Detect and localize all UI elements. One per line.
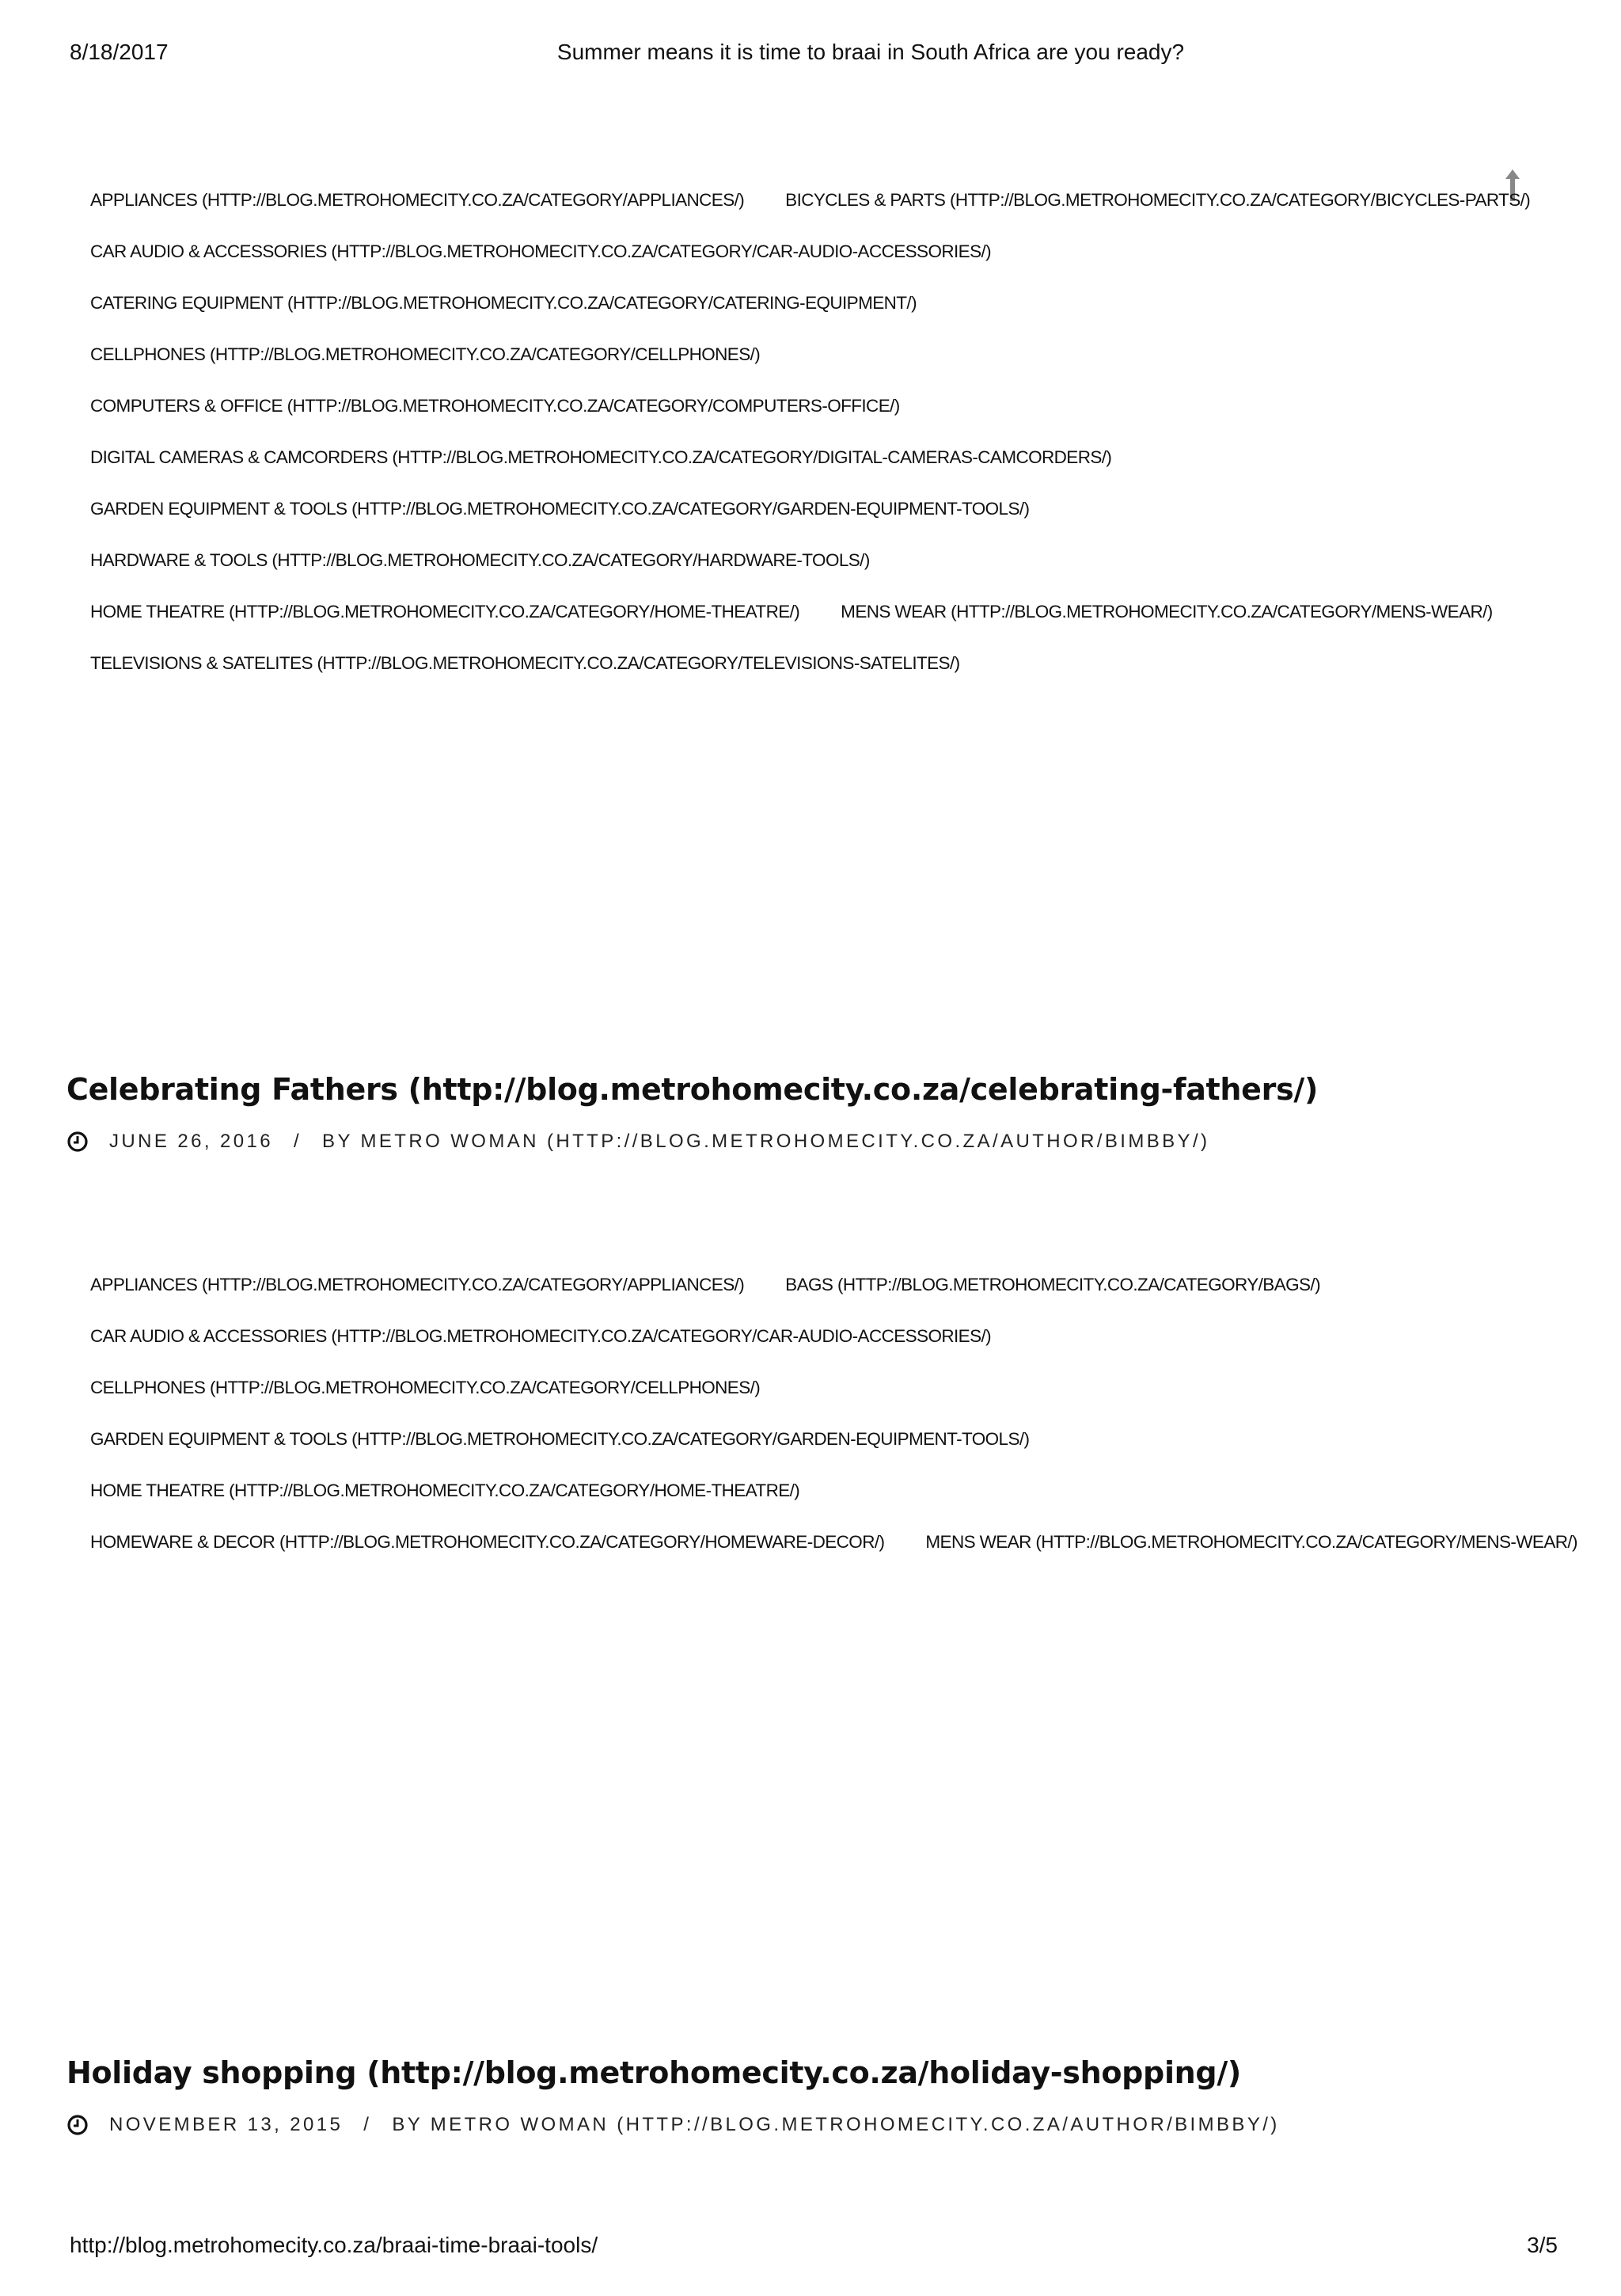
category-link[interactable]: GARDEN EQUIPMENT & TOOLS (HTTP://BLOG.METROHOMECITY.CO.ZA/CATEGORY/GARDEN-EQUIPMENT-TOOLS/) bbox=[90, 499, 1030, 519]
category-row bbox=[90, 291, 1578, 343]
category-link[interactable]: CAR AUDIO & ACCESSORIES (HTTP://BLOG.METROHOMECITY.CO.ZA/CATEGORY/CAR-AUDIO-ACCESSORIES/) bbox=[90, 1326, 992, 1346]
category-row bbox=[90, 549, 1578, 600]
category-link[interactable]: CAR AUDIO & ACCESSORIES (HTTP://BLOG.METROHOMECITY.CO.ZA/CATEGORY/CAR-AUDIO-ACCESSORIES/) bbox=[90, 241, 992, 261]
post-categories bbox=[90, 1273, 1578, 1582]
category-link[interactable]: BAGS (HTTP://BLOG.METROHOMECITY.CO.ZA/CATEGORY/BAGS/) bbox=[785, 1275, 1320, 1294]
category-row bbox=[90, 1479, 1578, 1530]
post-author-link[interactable]: BY METRO WOMAN (HTTP://BLOG.METROHOMECITY.CO.ZA/AUTHOR/BIMBBY/) bbox=[322, 1131, 1210, 1152]
category-row bbox=[90, 188, 1578, 240]
category-link[interactable]: COMPUTERS & OFFICE (HTTP://BLOG.METROHOMECITY.CO.ZA/CATEGORY/COMPUTERS-OFFICE/) bbox=[90, 396, 900, 416]
category-link[interactable]: APPLIANCES (HTTP://BLOG.METROHOMECITY.CO.ZA/CATEGORY/APPLIANCES/) bbox=[90, 190, 745, 210]
category-link[interactable]: CATERING EQUIPMENT (HTTP://BLOG.METROHOMECITY.CO.ZA/CATEGORY/CATERING-EQUIPMENT/) bbox=[90, 293, 917, 313]
print-title: Summer means it is time to braai in South Africa are you ready? bbox=[556, 40, 1185, 64]
print-url: http://blog.metrohomecity.co.za/braai-time-braai-tools/ bbox=[70, 2233, 598, 2257]
post-author-link[interactable]: BY METRO WOMAN (HTTP://BLOG.METROHOMECITY.CO.ZA/AUTHOR/BIMBBY/) bbox=[392, 2114, 1280, 2135]
category-row bbox=[90, 497, 1578, 549]
post-categories bbox=[90, 188, 1578, 703]
category-link[interactable]: CELLPHONES (HTTP://BLOG.METROHOMECITY.CO.ZA/CATEGORY/CELLPHONES/) bbox=[90, 344, 761, 364]
post-meta bbox=[66, 1127, 1570, 1156]
category-link[interactable]: HARDWARE & TOOLS (HTTP://BLOG.METROHOMECITY.CO.ZA/CATEGORY/HARDWARE-TOOLS/) bbox=[90, 550, 870, 570]
category-link[interactable]: HOME THEATRE (HTTP://BLOG.METROHOMECITY.CO.ZA/CATEGORY/HOME-THEATRE/) bbox=[90, 1481, 800, 1500]
category-link[interactable]: MENS WEAR (HTTP://BLOG.METROHOMECITY.CO.ZA/CATEGORY/MENS-WEAR/) bbox=[925, 1532, 1577, 1552]
print-header bbox=[0, 40, 1621, 71]
category-link[interactable]: BICYCLES & PARTS (HTTP://BLOG.METROHOMECITY.CO.ZA/CATEGORY/BICYCLES-PARTS/) bbox=[785, 190, 1531, 210]
category-row bbox=[90, 394, 1578, 446]
category-row bbox=[90, 343, 1578, 394]
category-row bbox=[90, 240, 1578, 291]
category-row bbox=[90, 446, 1578, 497]
category-row bbox=[90, 1325, 1578, 1376]
clock-icon bbox=[66, 1131, 89, 1153]
category-link[interactable]: DIGITAL CAMERAS & CAMCORDERS (HTTP://BLOG.METROHOMECITY.CO.ZA/CATEGORY/DIGITAL-CAMERAS-CAMCORDERS/) bbox=[90, 447, 1112, 467]
meta-separator: / bbox=[293, 1131, 302, 1152]
post-date: NOVEMBER 13, 2015 bbox=[109, 2114, 344, 2135]
category-link[interactable]: HOME THEATRE (HTTP://BLOG.METROHOMECITY.CO.ZA/CATEGORY/HOME-THEATRE/) bbox=[90, 602, 800, 622]
category-row bbox=[90, 600, 1578, 652]
meta-separator: / bbox=[363, 2114, 372, 2135]
category-link[interactable]: GARDEN EQUIPMENT & TOOLS (HTTP://BLOG.METROHOMECITY.CO.ZA/CATEGORY/GARDEN-EQUIPMENT-TOOLS/) bbox=[90, 1429, 1030, 1449]
category-link[interactable]: MENS WEAR (HTTP://BLOG.METROHOMECITY.CO.ZA/CATEGORY/MENS-WEAR/) bbox=[841, 602, 1493, 622]
category-row bbox=[90, 652, 1578, 703]
category-link[interactable]: APPLIANCES (HTTP://BLOG.METROHOMECITY.CO.ZA/CATEGORY/APPLIANCES/) bbox=[90, 1275, 745, 1294]
post-meta bbox=[66, 2111, 1570, 2139]
category-link[interactable]: TELEVISIONS & SATELITES (HTTP://BLOG.METROHOMECITY.CO.ZA/CATEGORY/TELEVISIONS-SATELITES/) bbox=[90, 653, 960, 673]
category-link[interactable]: CELLPHONES (HTTP://BLOG.METROHOMECITY.CO.ZA/CATEGORY/CELLPHONES/) bbox=[90, 1378, 761, 1397]
print-footer bbox=[0, 2233, 1621, 2264]
category-row bbox=[90, 1273, 1578, 1325]
category-link[interactable]: HOMEWARE & DECOR (HTTP://BLOG.METROHOMECITY.CO.ZA/CATEGORY/HOMEWARE-DECOR/) bbox=[90, 1532, 885, 1552]
category-row bbox=[90, 1427, 1578, 1479]
page-number: 3/5 bbox=[1527, 2233, 1558, 2257]
category-row bbox=[90, 1530, 1578, 1582]
category-row bbox=[90, 1376, 1578, 1427]
post-title-link[interactable]: Holiday shopping (http://blog.metrohomecity.co.za/holiday-shopping/) bbox=[66, 2055, 1241, 2090]
post-date: JUNE 26, 2016 bbox=[109, 1131, 273, 1152]
print-date: 8/18/2017 bbox=[70, 40, 169, 64]
clock-icon bbox=[66, 2114, 89, 2136]
post-title-link[interactable]: Celebrating Fathers (http://blog.metrohomecity.co.za/celebrating-fathers/) bbox=[66, 1072, 1319, 1107]
